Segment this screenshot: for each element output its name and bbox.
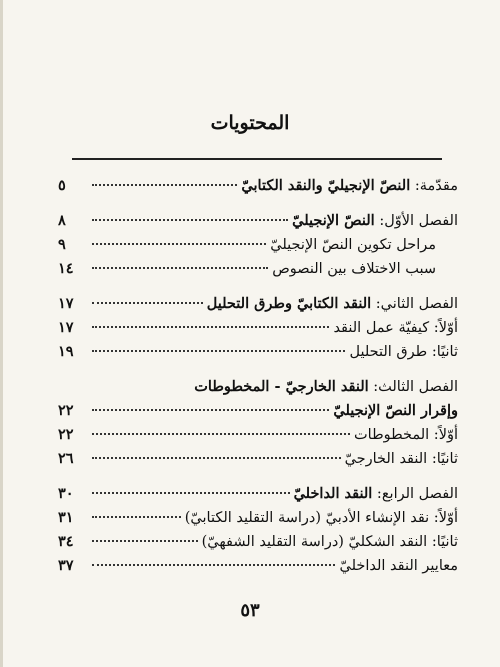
toc-entry-prefix: الفصل الثالث: (368, 379, 458, 395)
toc-entry-page: ٢٢ (58, 402, 74, 419)
toc-entry (58, 506, 458, 530)
dot-leader (92, 540, 198, 542)
toc-entry-page: ٣٧ (58, 557, 74, 574)
toc-entry-prefix: الفصل الثاني: (371, 296, 458, 312)
toc-entry-chapter-3 (58, 375, 458, 399)
dot-leader (92, 243, 266, 245)
toc-entry-label: النقد الداخليّ (293, 485, 373, 502)
toc-entry-label: النقد الكتابيّ وطرق التحليل (206, 295, 372, 312)
toc-entry-label: ثانيًا: النقد الخارجيّ (344, 451, 458, 467)
toc-entry (58, 423, 458, 447)
dot-leader (92, 409, 329, 411)
dot-leader (92, 350, 345, 352)
dot-leader (92, 564, 335, 566)
toc-entry (58, 554, 458, 578)
toc-entry-label: معايير النقد الداخليّ (339, 558, 458, 574)
table-of-contents (58, 174, 458, 578)
toc-entry-chapter-1 (58, 209, 458, 233)
dot-leader (92, 516, 181, 518)
toc-entry-chapter-4 (58, 482, 458, 506)
toc-entry-label: ثانيًا: طرق التحليل (349, 344, 458, 360)
dot-leader (92, 219, 288, 221)
toc-entry-page: ٣١ (58, 509, 74, 526)
toc-entry (58, 316, 458, 340)
toc-entry (58, 233, 458, 257)
toc-entry-label: النقد الخارجيّ - المخطوطات (194, 378, 369, 395)
dot-leader (92, 267, 268, 269)
toc-entry-prefix: الفصل الرابع: (372, 486, 458, 502)
toc-entry-chapter-2 (58, 292, 458, 316)
toc-entry-label: أوّلاً: نقد الإنشاء الأدبيّ (دراسة التقليد الكتابيّ) (184, 510, 458, 526)
toc-entry (58, 447, 458, 471)
dot-leader (92, 492, 290, 494)
page-title: المحتويات (210, 112, 290, 134)
dot-leader (92, 433, 350, 435)
toc-entry-page: ٣٠ (58, 485, 74, 502)
toc-entry-prefix: مقدّمة: (410, 178, 458, 194)
toc-entry (58, 257, 458, 281)
dot-leader (92, 326, 329, 328)
title-divider (72, 158, 442, 160)
toc-entry-introduction (58, 174, 458, 198)
toc-entry-page: ١٧ (58, 295, 74, 312)
toc-entry-page: ٢٢ (58, 426, 74, 443)
toc-entry-label: أوّلاً: المخطوطات (354, 427, 458, 443)
toc-entry-page: ١٧ (58, 319, 74, 336)
toc-entry-label: ثانيًا: النقد الشكليّ (دراسة التقليد الشفهيّ) (201, 534, 458, 550)
toc-entry-label: النصّ الإنجيليّ (292, 212, 375, 229)
toc-entry-label: مراحل تكوين النصّ الإنجيليّ (270, 237, 436, 253)
dot-leader (92, 457, 341, 459)
toc-entry-prefix: الفصل الأوّل: (374, 213, 458, 229)
toc-entry-page: ٢٦ (58, 450, 74, 467)
toc-entry-page: ٩ (58, 236, 66, 253)
toc-entry-label: النصّ الإنجيليّ والنقد الكتابيّ (241, 177, 411, 194)
toc-entry-label: أوّلاً: كيفيّة عمل النقد (333, 320, 458, 336)
toc-entry (58, 340, 458, 364)
toc-entry-page: ٣٤ (58, 533, 74, 550)
dot-leader (92, 302, 203, 304)
toc-entry-page: ١٤ (58, 260, 74, 277)
toc-entry-page: ٥ (58, 177, 66, 194)
toc-entry (58, 530, 458, 554)
toc-entry-label: سبب الاختلاف بين النصوص (272, 261, 436, 277)
toc-entry-chapter-3-cont (58, 399, 458, 423)
toc-entry-label: وإقرار النصّ الإنجيليّ (333, 402, 458, 419)
page-number: ٥٣ (240, 600, 260, 621)
toc-entry-page: ١٩ (58, 343, 74, 360)
toc-entry-page: ٨ (58, 212, 66, 229)
dot-leader (92, 184, 237, 186)
